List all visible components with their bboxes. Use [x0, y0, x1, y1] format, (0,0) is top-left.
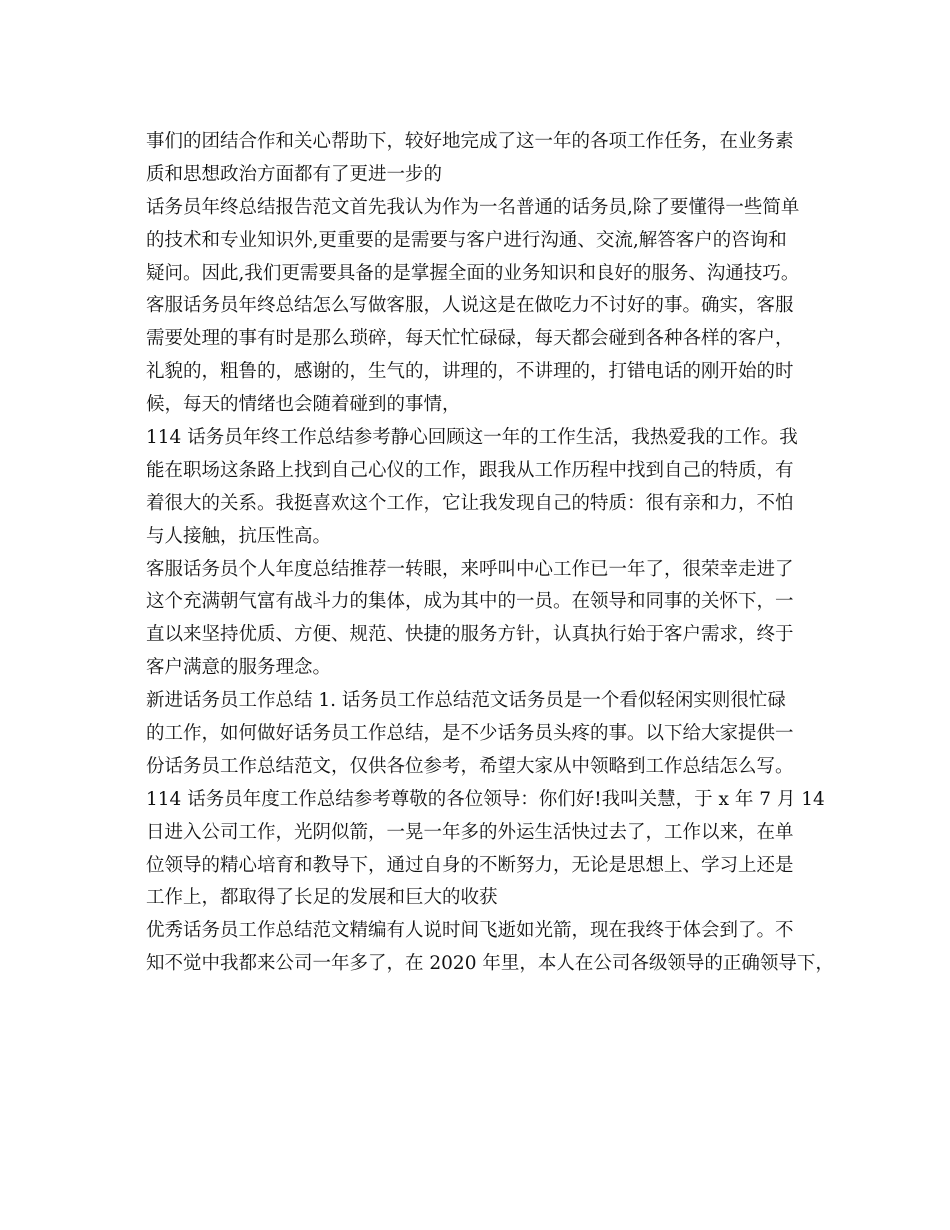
text-line: 份话务员工作总结范文，仅供各位参考，希望大家从中领略到工作总结怎么写。	[146, 755, 794, 777]
text-line: 需要处理的事有时是那么琐碎，每天忙忙碌碌，每天都会碰到各种各样的客户，	[146, 328, 794, 350]
text-line: 能在职场这条路上找到自己心仪的工作，跟我从工作历程中找到自己的特质，有	[146, 459, 794, 481]
text-line: 质和思想政治方面都有了更进一步的	[146, 163, 443, 185]
text-line: 位领导的精心培育和教导下，通过自身的不断努力，无论是思想上、学习上还是	[146, 854, 794, 876]
text-line: 知不觉中我都来公司一年多了，在 2020 年里，本人在公司各级领导的正确领导下，	[146, 953, 834, 975]
text-line: 这个充满朝气富有战斗力的集体，成为其中的一员。在领导和同事的关怀下，一	[146, 591, 794, 613]
text-line: 114 话务员年终工作总结参考静心回顾这一年的工作生活，我热爱我的工作。我	[146, 427, 798, 449]
text-line: 的技术和专业知识外,更重要的是需要与客户进行沟通、交流,解答客户的咨询和	[146, 229, 787, 251]
text-line: 工作上，都取得了长足的发展和巨大的收获	[146, 887, 498, 909]
text-line: 直以来坚持优质、方便、规范、快捷的服务方针，认真执行始于客户需求，终于	[146, 624, 794, 646]
text-line: 的工作，如何做好话务员工作总结，是不少话务员头疼的事。以下给大家提供一	[146, 723, 794, 745]
document-body	[146, 126, 834, 981]
text-line: 优秀话务员工作总结范文精编有人说时间飞逝如光箭，现在我终于体会到了。不	[146, 920, 794, 942]
text-line: 礼貌的，粗鲁的，感谢的，生气的，讲理的，不讲理的，打错电话的刚开始的时	[146, 361, 794, 383]
text-line: 话务员年终总结报告范文首先我认为作为一名普通的话务员,除了要懂得一些简单	[146, 196, 800, 218]
text-line: 着很大的关系。我挺喜欢这个工作，它让我发现自己的特质：很有亲和力，不怕	[146, 492, 794, 514]
text-line: 客服话务员年终总结怎么写做客服，人说这是在做吃力不讨好的事。确实，客服	[146, 295, 794, 317]
text-line: 与人接触，抗压性高。	[146, 525, 332, 547]
text-line: 事们的团结合作和关心帮助下，较好地完成了这一年的各项工作任务，在业务素	[146, 131, 794, 152]
text-line: 客户满意的服务理念。	[146, 657, 332, 679]
text-line: 新进话务员工作总结 1. 话务员工作总结范文话务员是一个看似轻闲实则很忙碌	[146, 690, 786, 712]
text-line: 114 话务员年度工作总结参考尊敬的各位领导：你们好!我叫关慧，于 x 年 7 月 14	[146, 788, 825, 810]
text-line: 候，每天的情绪也会随着碰到的事情，	[146, 394, 461, 416]
text-line: 客服话务员个人年度总结推荐一转眼，来呼叫中心工作已一年了，很荣幸走进了	[146, 558, 794, 580]
text-line: 日进入公司工作，光阴似箭，一晃一年多的外运生活快过去了，工作以来，在单	[146, 821, 794, 843]
text-line: 疑问。因此,我们更需要具备的是掌握全面的业务知识和良好的服务、沟通技巧。	[146, 262, 800, 284]
